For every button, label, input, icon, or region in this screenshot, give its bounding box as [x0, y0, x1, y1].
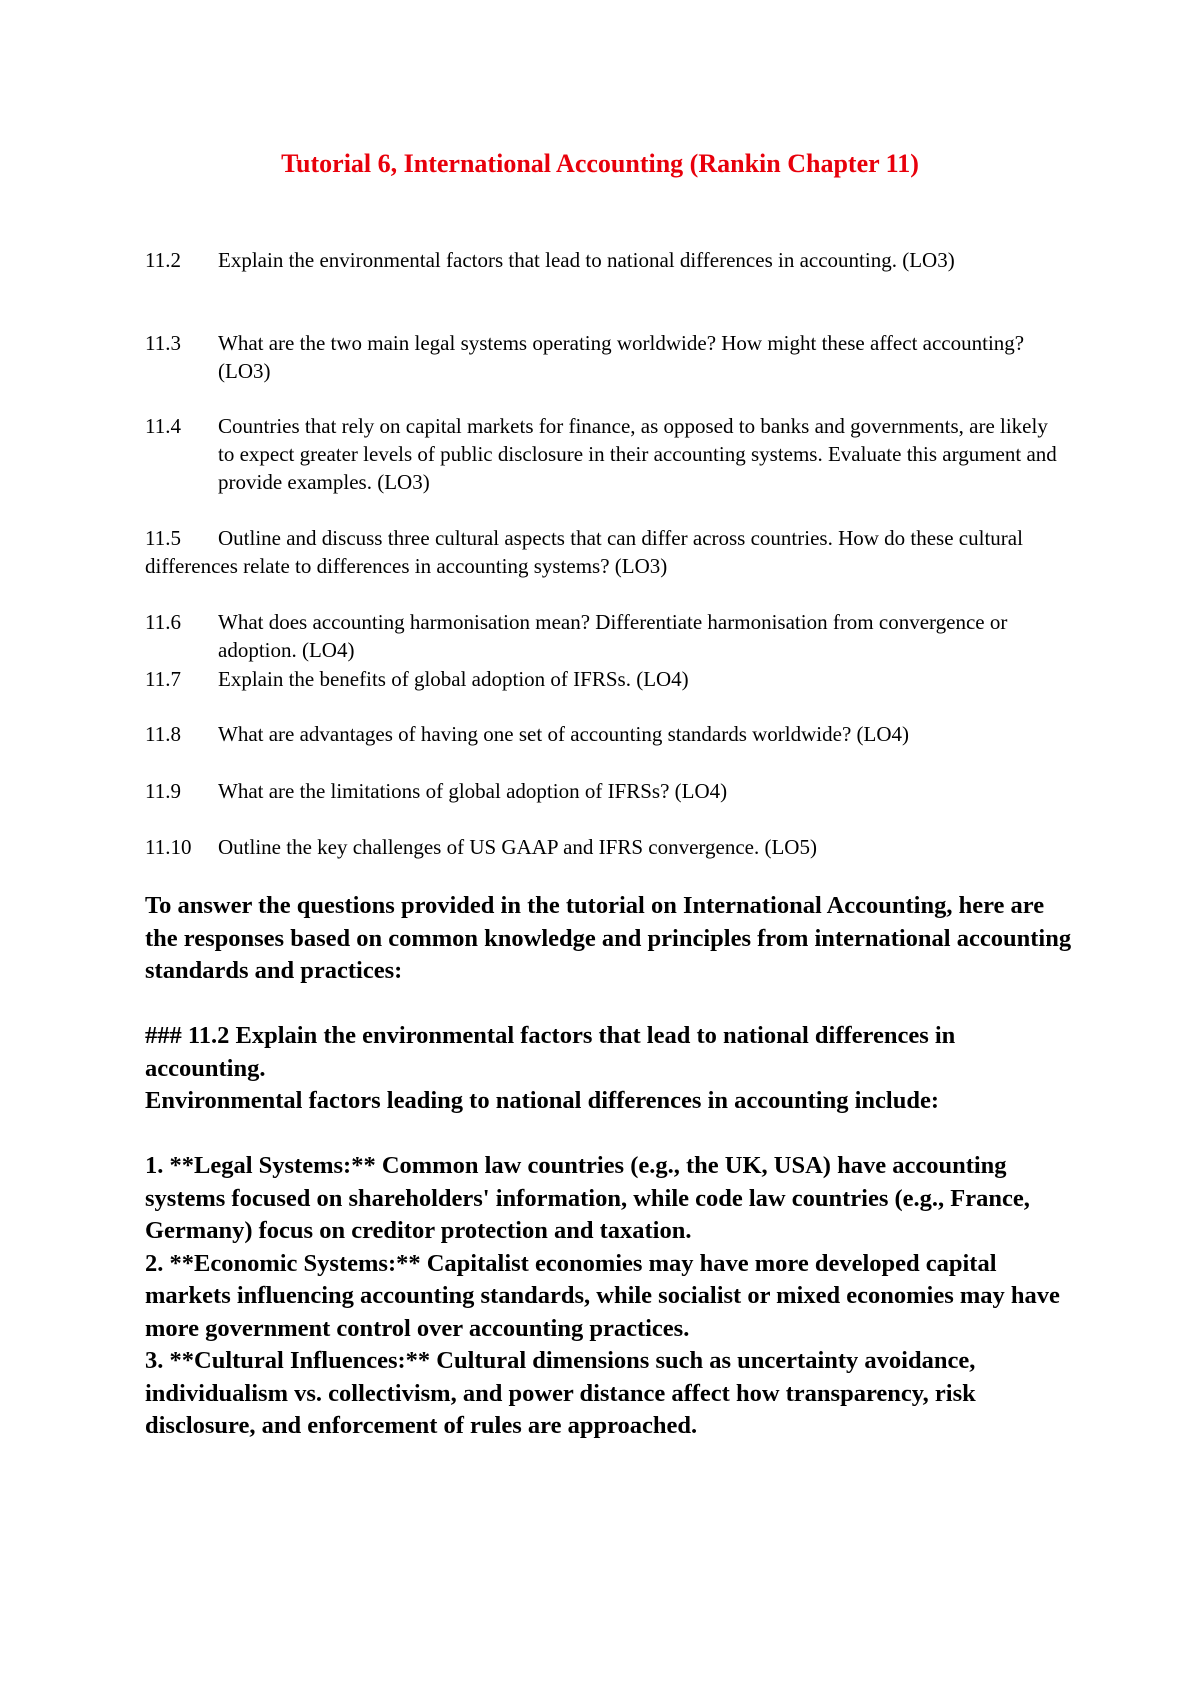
question-number: 11.2	[145, 248, 181, 272]
question-11-4	[145, 412, 1065, 496]
question-11-3	[145, 329, 1065, 385]
question-number: 11.5	[145, 526, 181, 550]
question-11-10	[145, 833, 1065, 861]
question-11-8	[145, 720, 1065, 748]
document-title: Tutorial 6, International Accounting (Rankin Chapter 11)	[281, 149, 919, 178]
answer-intro: To answer the questions provided in the tutorial on International Accounting, here are the responses based on common knowledge and principles from international accounting standards and practices:	[145, 892, 1072, 984]
question-text: Outline the key challenges of US GAAP and IFRS convergence. (LO5)	[218, 835, 817, 859]
question-text: What are the two main legal systems operating worldwide? How might these affect accounting? (LO3)	[218, 331, 1025, 383]
question-text: Explain the benefits of global adoption of IFRSs. (LO4)	[218, 667, 689, 691]
question-number: 11.3	[145, 331, 181, 355]
question-text: What are advantages of having one set of accounting standards worldwide? (LO4)	[218, 722, 910, 746]
question-11-6	[145, 608, 1065, 664]
answer-point: 3. **Cultural Influences:** Cultural dimensions such as uncertainty avoidance, individualism vs. collectivism, and power distance affect how transparency, risk disclosure, and enforcement of rules are approached.	[145, 1347, 976, 1439]
question-number: 11.10	[145, 835, 192, 859]
answer-point: 1. **Legal Systems:** Common law countries (e.g., the UK, USA) have accounting systems focused on shareholders' information, while code law countries (e.g., France, Germany) focus on creditor protection and taxation.	[145, 1152, 1030, 1244]
question-number: 11.6	[145, 610, 181, 634]
question-11-7	[145, 665, 1065, 693]
answer-lead: Environmental factors leading to national differences in accounting include:	[145, 1087, 939, 1114]
question-number: 11.4	[145, 414, 181, 438]
question-text: What does accounting harmonisation mean? Differentiate harmonisation from convergence or adoption. (LO4)	[218, 610, 1008, 662]
question-number: 11.9	[145, 779, 181, 803]
question-text: Outline and discuss three cultural aspects that can differ across countries. How do these cultural differences relate to differences in accounting systems? (LO3)	[145, 526, 1023, 578]
answer-point: 2. **Economic Systems:** Capitalist economies may have more developed capital markets influencing accounting standards, while socialist or mixed economies may have more government control over accounting practices.	[145, 1249, 1060, 1342]
question-11-9	[145, 777, 1065, 805]
question-text: What are the limitations of global adoption of IFRSs? (LO4)	[218, 779, 728, 803]
question-11-5	[145, 524, 1065, 580]
answer-heading: ### 11.2 Explain the environmental factors that lead to national differences in accounting.	[145, 1022, 956, 1082]
question-11-2	[145, 246, 1065, 274]
answer-section	[145, 890, 1075, 1443]
question-number: 11.8	[145, 722, 181, 746]
question-text: Countries that rely on capital markets for finance, as opposed to banks and governments, are likely to expect greater levels of public disclosure in their accounting systems. Evaluate this argument and provide examples. (LO3)	[218, 414, 1057, 494]
question-text: Explain the environmental factors that lead to national differences in accounting. (LO3)	[218, 248, 955, 272]
question-number: 11.7	[145, 667, 181, 691]
